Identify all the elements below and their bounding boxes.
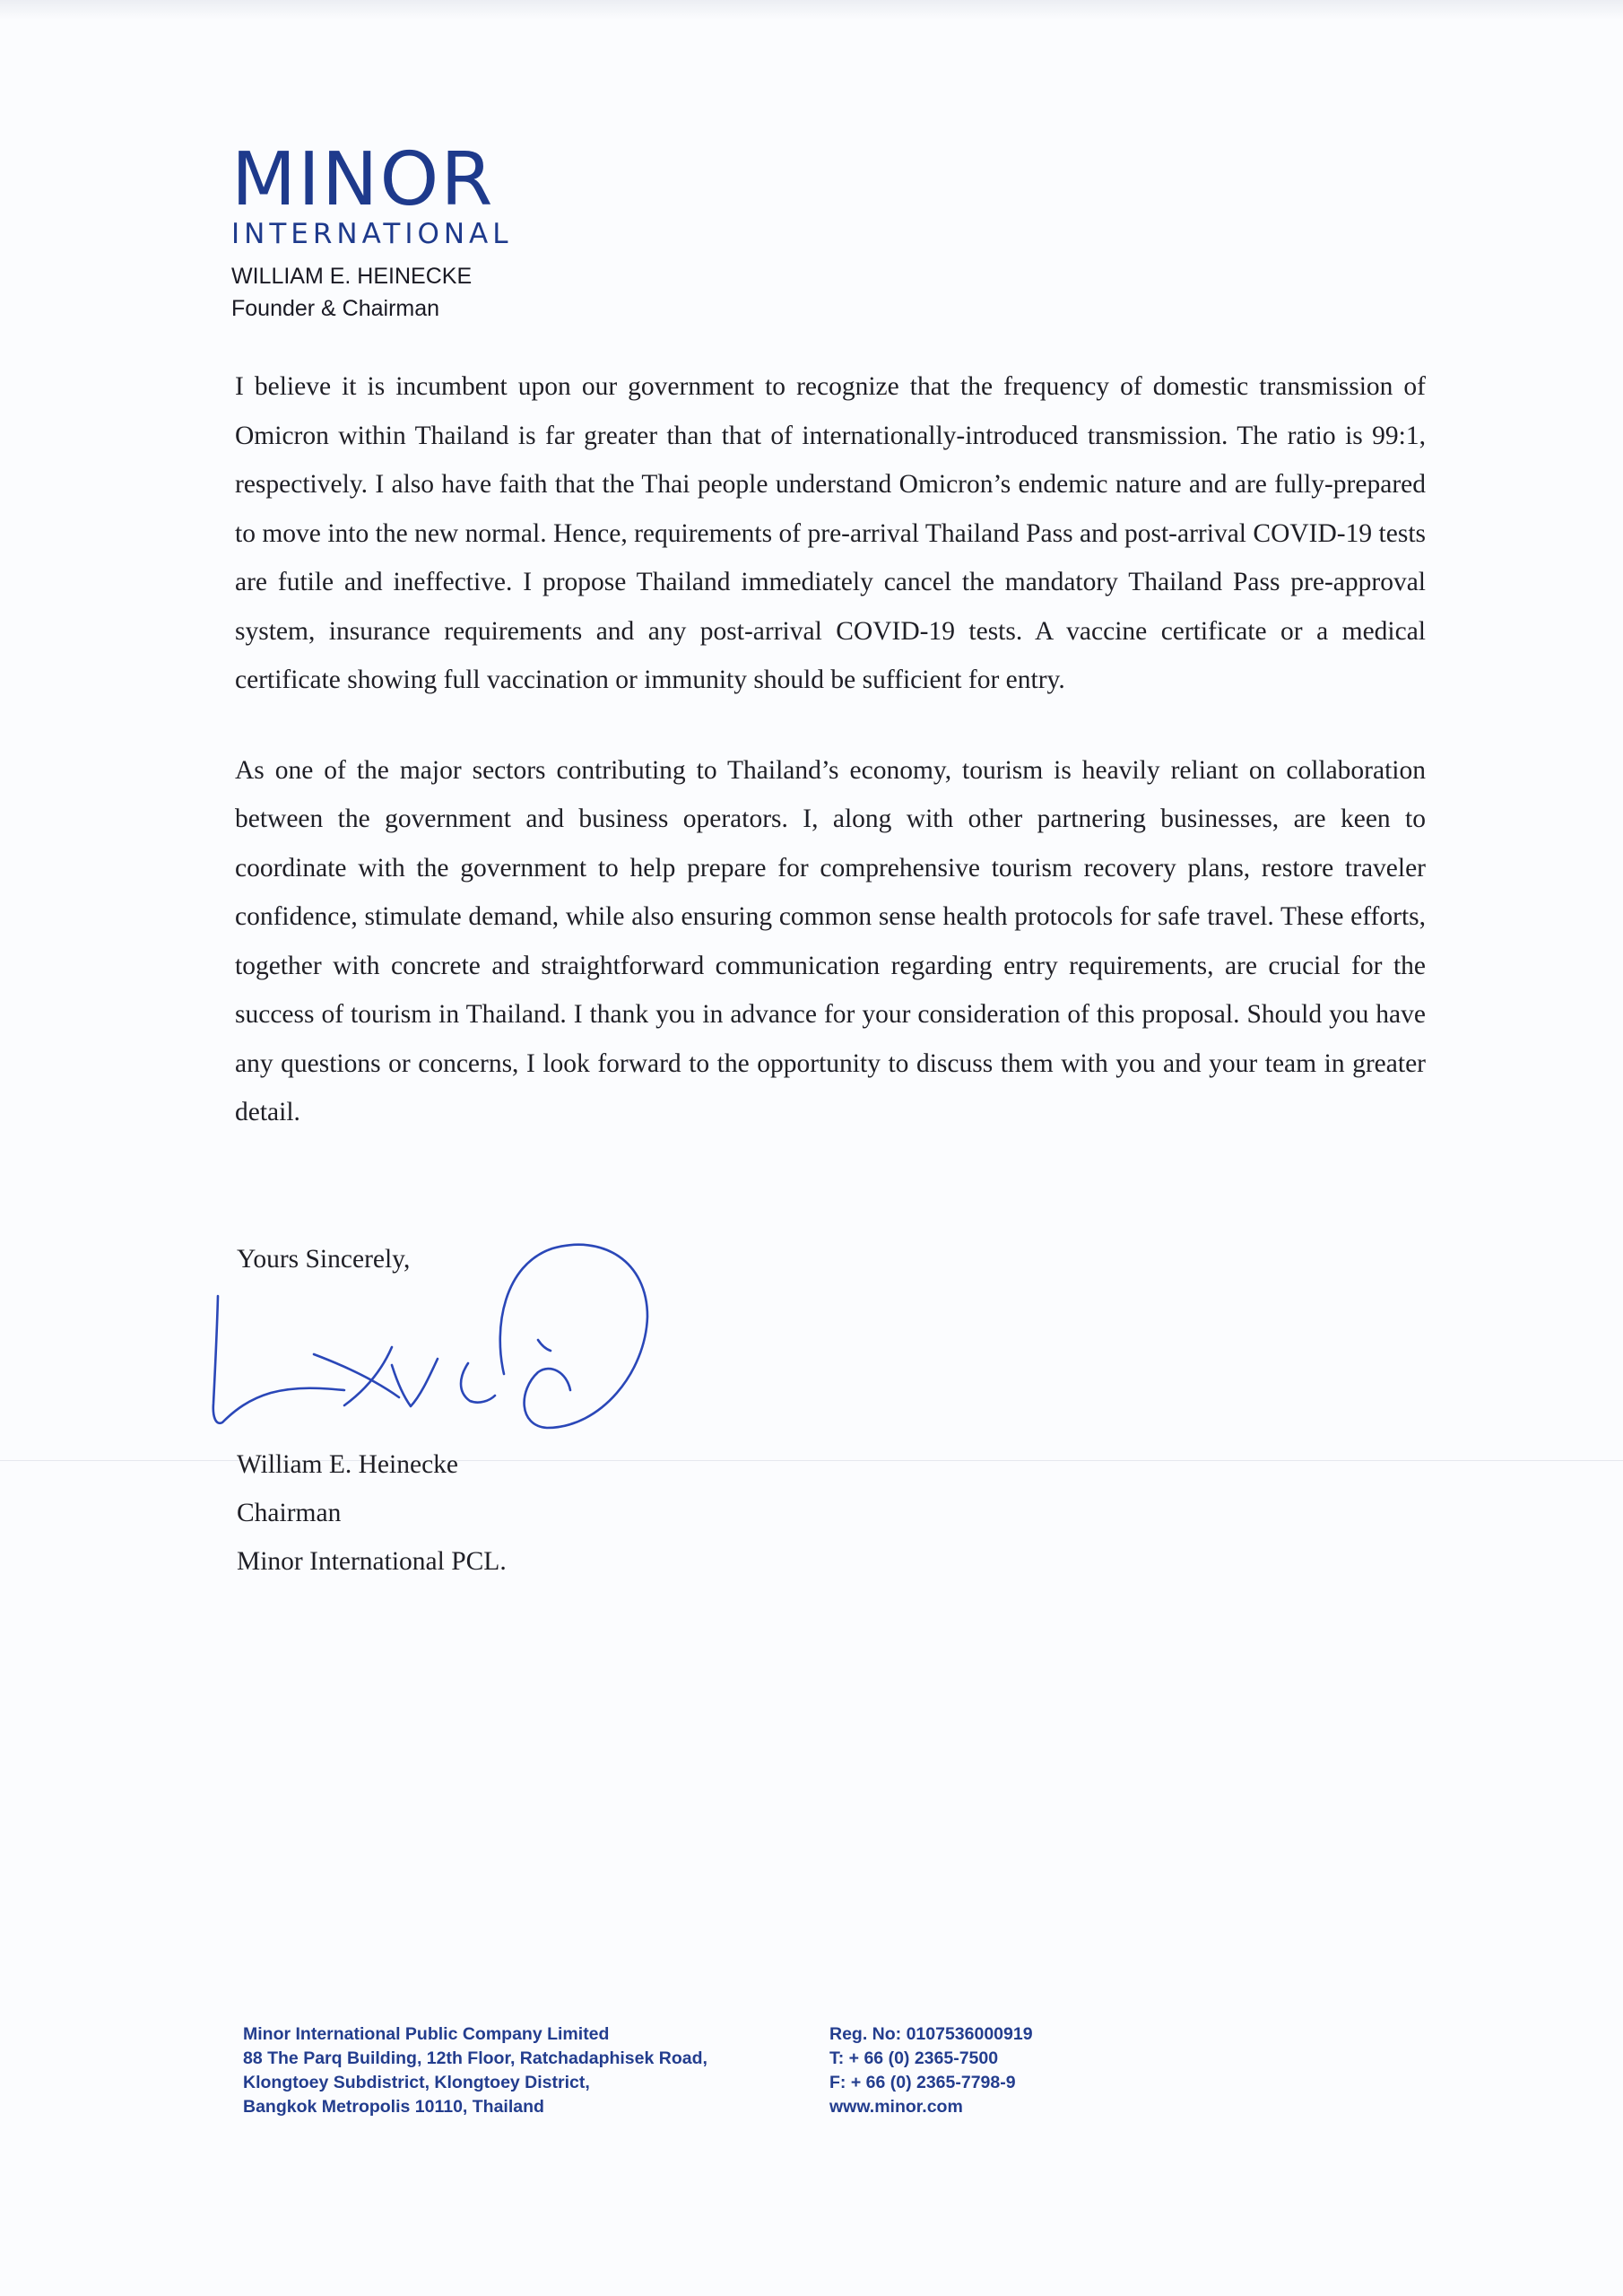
- sender-block: [231, 260, 513, 325]
- footer-reg-no: Reg. No: 0107536000919: [829, 2024, 1033, 2044]
- scan-top-edge: [0, 0, 1623, 20]
- signatory-title: Chairman: [237, 1499, 342, 1527]
- footer-phone: T: + 66 (0) 2365-7500: [829, 2048, 999, 2068]
- footer-website[interactable]: www.minor.com: [829, 2097, 963, 2117]
- footer-address-line: Klongtoey Subdistrict, Klongtoey District,: [243, 2073, 590, 2092]
- body-paragraph: I believe it is incumbent upon our government to recognize that the frequency of domestic transmission of Omicron within Thailand is far greater than that of internationally-introduced transmission. The ratio is 99:1, respectively. I also have faith that the Thai people understand Omicron’s endemic nature and are fully-prepared to move into the new normal. Hence, requirements of pre-arrival Thailand Pass and post-arrival COVID-19 tests are futile and ineffective. I propose Thailand immediately cancel the mandatory Thailand Pass pre-approval system, insurance requirements and any post-arrival COVID-19 tests. A vaccine certificate or a medical certificate showing full vaccination or immunity should be sufficient for entry.: [235, 372, 1426, 694]
- letter-body: [235, 362, 1426, 1178]
- company-logo-wordmark: MINOR: [231, 137, 495, 222]
- sender-name: WILLIAM E. HEINECKE: [231, 264, 473, 290]
- footer-company: Minor International Public Company Limited: [243, 2024, 610, 2044]
- sender-title: Founder & Chairman: [231, 296, 440, 322]
- body-paragraph: As one of the major sectors contributing to Thailand’s economy, tourism is heavily reliant on collaboration between the government and business operators. I, along with other partnering businesses, are keen to coordinate with the government to help prepare for comprehensive tourism recovery plans, restore traveler confidence, stimulate demand, while also ensuring common sense health protocols for safe travel. These efforts, together with concrete and straightforward communication regarding entry requirements, are crucial for the success of tourism in Thailand. I thank you in advance for your consideration of this proposal. Should you have any questions or concerns, I look forward to the opportunity to discuss them with you and your team in greater detail.: [235, 755, 1426, 1126]
- letterhead: [231, 137, 513, 325]
- handwritten-signature: [208, 1175, 692, 1466]
- signatory-name: William E. Heinecke: [237, 1450, 459, 1479]
- footer-address: [243, 2022, 707, 2119]
- footer-address-line: 88 The Parq Building, 12th Floor, Ratchadaphisek Road,: [243, 2048, 707, 2068]
- footer-fax: F: + 66 (0) 2365-7798-9: [829, 2073, 1016, 2092]
- footer-contact: [829, 2022, 1033, 2119]
- footer-address-line: Bangkok Metropolis 10110, Thailand: [243, 2097, 544, 2117]
- signatory-company: Minor International PCL.: [237, 1547, 507, 1576]
- signatory-block: [237, 1440, 507, 1586]
- company-logo-subtitle: INTERNATIONAL: [231, 218, 513, 250]
- closing-salutation: Yours Sincerely,: [237, 1245, 411, 1274]
